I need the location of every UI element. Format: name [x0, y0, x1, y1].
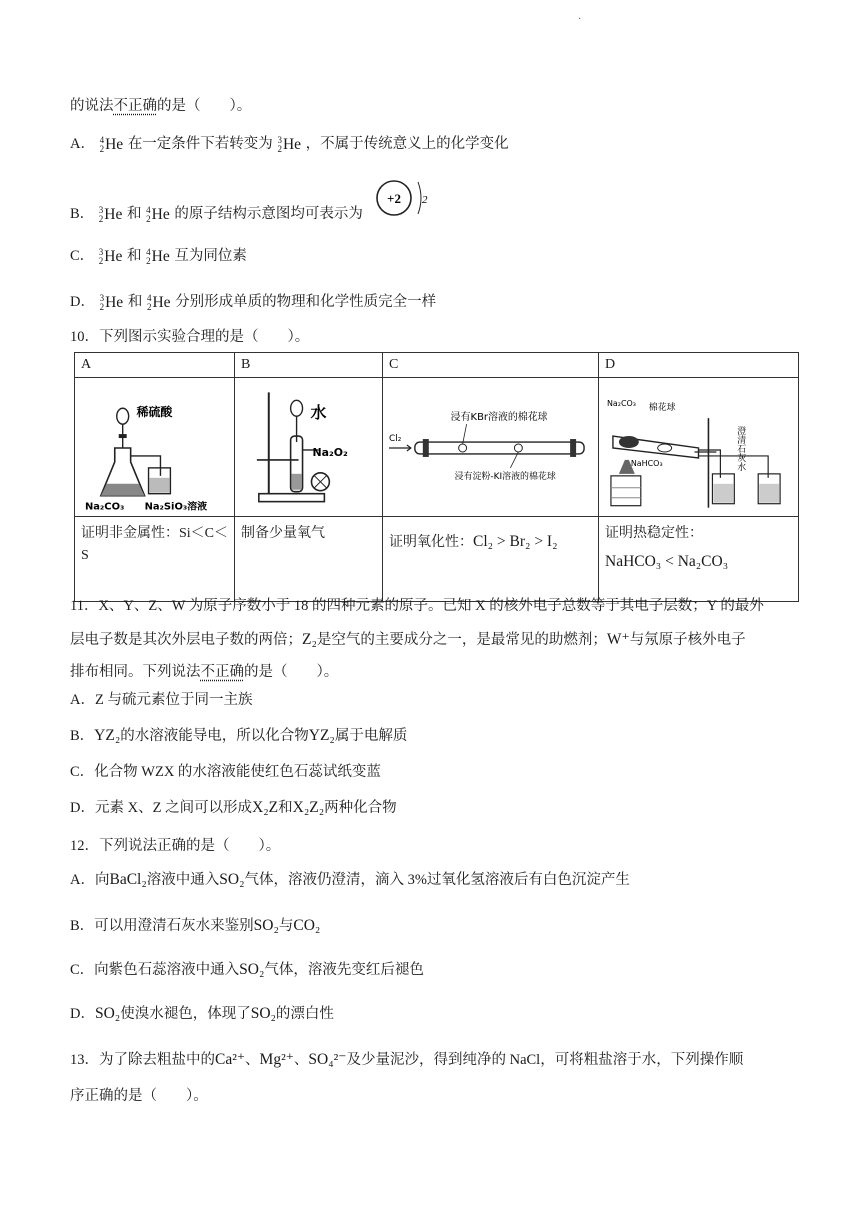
svg-text:Na₂CO₃: Na₂CO₃ — [84, 501, 125, 513]
oxidizing-order-formula: Cl₂ > Br₂ > I₂ — [473, 533, 558, 550]
stability-formula: NaHCO₃ < Na₂CO₃ — [605, 553, 729, 570]
q11-stem-line2: 层电子数是其次外层电子数的两倍；Z₂是空气的主要成分之一，是最常见的助燃剂；W⁺与氖原子核外电子 — [70, 631, 746, 648]
diagram-cell-a — [75, 378, 235, 517]
q11-emphasis: 不正确 — [200, 664, 244, 680]
claim-c: 证明氧化性：Cl₂ > Br₂ > I₂ — [383, 517, 599, 602]
q11-option-c: C．化合物 WZX 的水溶液能使红色石蕊试纸变蓝 — [70, 764, 381, 780]
stand-apparatus-diagram — [235, 378, 382, 516]
claim-d: 证明热稳定性： NaHCO₃ < Na₂CO₃ — [599, 517, 799, 602]
q10-stem: 10．下列图示实验合理的是（ ）。 — [70, 329, 310, 345]
diagram-cell-b — [235, 378, 383, 517]
nuclide-symbol: 4 2 He — [146, 292, 171, 312]
q12-option-b: B．可以用澄清石灰水来鉴别SO₂与CO₂ — [70, 917, 321, 934]
svg-text:Na₂CO₃: Na₂CO₃ — [606, 399, 636, 409]
q9-option-a: A． 4 2 He 在一定条件下若转变为 3 2 He ，不属于传统意义上的化学变化 — [70, 134, 509, 154]
tube-apparatus-diagram — [383, 378, 598, 516]
svg-text:水: 水 — [310, 403, 327, 423]
q12-option-d: D．SO₂使溴水褪色，体现了SO₂的漂白性 — [70, 1005, 334, 1022]
q9-option-d: D． 3 2 He 和 4 2 He 分别形成单质的物理和化学性质完全一样 — [70, 292, 437, 312]
q13-stem-line2: 序正确的是（ ）。 — [70, 1088, 208, 1104]
q13-stem-line1: 13．为了除去粗盐中的Ca²⁺、Mg²⁺、SO₄²⁻及少量泥沙，得到纯净的 NaCl，可将粗盐溶于水，下列操作顺 — [70, 1051, 744, 1068]
q11-option-d: D．元素 X、Z 之间可以形成X₂Z和X₂Z₂两种化合物 — [70, 799, 397, 816]
atom-structure-diagram — [374, 176, 434, 220]
nuclide-symbol: 3 2 He — [277, 134, 302, 154]
nuclide-symbol: 4 2 He — [146, 204, 170, 224]
diagram-cell-d — [599, 378, 799, 517]
nuclide-symbol: 3 2 He — [98, 204, 123, 224]
q9-emphasis: 不正确 — [113, 98, 157, 114]
diagram-cell-c — [383, 378, 599, 517]
q9-option-b: B． 3 2 He 和 4 2 He 的原子结构示意图均可表示为 — [70, 204, 363, 224]
q12-option-c: C．向紫色石蕊溶液中通入SO₂气体，溶液先变红后褪色 — [70, 961, 424, 978]
header-a: A — [75, 353, 235, 378]
experiment-table — [74, 352, 799, 602]
q12-option-a: A．向BaCl₂溶液中通入SO₂气体，溶液仍澄清，滴入 3%过氧化氢溶液后有白色沉淀产生 — [70, 871, 630, 888]
header-d: D — [599, 353, 799, 378]
q12-stem: 12．下列说法正确的是（ ）。 — [70, 838, 281, 854]
svg-text:NaHCO₃: NaHCO₃ — [630, 458, 663, 468]
svg-text:Cl₂: Cl₂ — [388, 434, 402, 445]
svg-text:浸有KBr溶液的棉花球: 浸有KBr溶液的棉花球 — [450, 412, 548, 424]
nuclide-symbol: 4 2 He — [99, 134, 124, 154]
q9-stem: 的说法不正确的是（ ）。 — [70, 98, 252, 114]
q11-option-a: A．Z 与硫元素位于同一主族 — [70, 692, 253, 708]
flask-apparatus-diagram — [75, 378, 234, 516]
q11-stem-line1: 11．X、Y、Z、W 为原子序数小于 18 的四种元素的原子。已知 X 的核外电子总数等于其电子层数；Y 的最外 — [70, 598, 764, 614]
svg-text:浸有淀粉-KI溶液的棉花球: 浸有淀粉-KI溶液的棉花球 — [454, 471, 556, 482]
q11-option-b: B．YZ₂的水溶液能导电，所以化合物YZ₂属于电解质 — [70, 727, 408, 744]
q11-stem-line3: 排布相同。下列说法不正确的是（ ）。 — [70, 664, 339, 680]
svg-text:2: 2 — [422, 194, 428, 206]
svg-text:棉花球: 棉花球 — [648, 403, 676, 414]
claim-a: 证明非金属性：Si＜C＜S — [75, 517, 235, 602]
svg-text:澄清石灰水: 澄清石灰水 — [735, 426, 746, 471]
svg-text:Na₂SiO₃溶液: Na₂SiO₃溶液 — [144, 501, 208, 513]
nuclide-symbol: 4 2 He — [146, 246, 170, 266]
heating-apparatus-diagram — [599, 378, 798, 516]
nuclide-symbol: 3 2 He — [99, 292, 124, 312]
claim-b: 制备少量氧气 — [235, 517, 383, 602]
svg-text:+2: +2 — [387, 191, 401, 206]
header-c: C — [383, 353, 599, 378]
svg-text:Na₂O₂: Na₂O₂ — [312, 445, 348, 459]
q9-option-c: C． 3 2 He 和 4 2 He 互为同位素 — [70, 246, 247, 266]
nuclide-symbol: 3 2 He — [98, 246, 123, 266]
header-b: B — [235, 353, 383, 378]
header-mark: · — [578, 14, 582, 25]
svg-text:稀硫酸: 稀硫酸 — [136, 405, 173, 420]
